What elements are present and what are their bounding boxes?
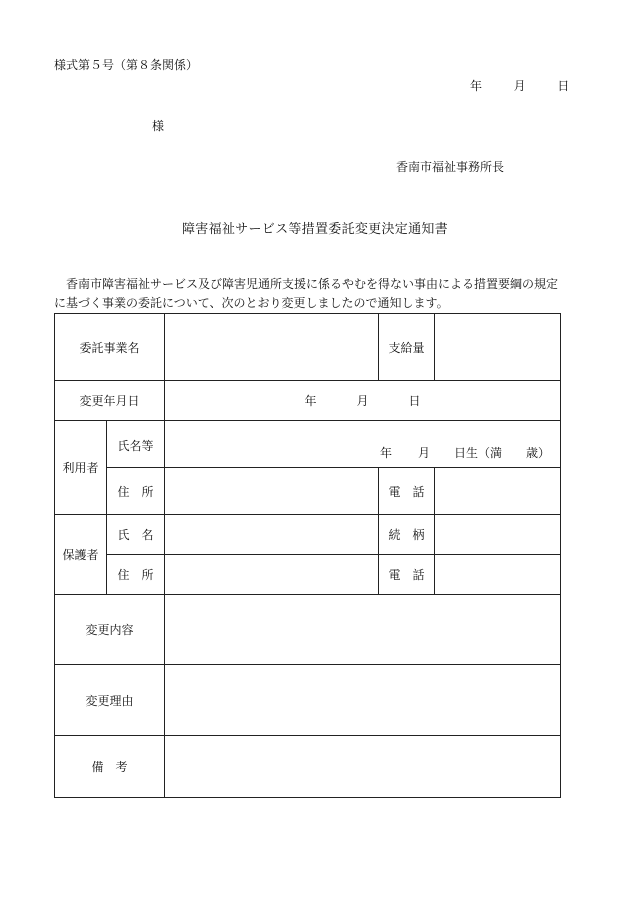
date-month-label: 月	[513, 79, 526, 93]
entrusted-business-value[interactable]	[165, 314, 379, 381]
user-name-value[interactable]	[165, 421, 561, 468]
birth-age-label: 歳）	[526, 446, 551, 460]
change-content-value[interactable]	[165, 595, 561, 665]
form-number: 様式第５号（第８条関係）	[54, 58, 199, 72]
user-group-label: 利用者	[55, 421, 107, 515]
birth-month-label: 月	[417, 446, 430, 460]
user-address-label: 住 所	[107, 468, 165, 515]
remarks-value[interactable]	[165, 736, 561, 798]
change-reason-value[interactable]	[165, 665, 561, 736]
guardian-name-label: 氏 名	[107, 515, 165, 555]
birth-day-label: 日生（満	[453, 446, 502, 460]
change-date-month: 月	[356, 394, 369, 408]
document-title: 障害福祉サービス等措置委託変更決定通知書	[181, 222, 448, 237]
notice-form-table	[54, 313, 561, 798]
guardian-address-label: 住 所	[107, 555, 165, 595]
guardian-group-label: 保護者	[55, 515, 107, 595]
guardian-relation-label: 続 柄	[379, 515, 435, 555]
entrusted-business-label: 委託事業名	[55, 314, 165, 381]
guardian-name-value[interactable]	[165, 515, 379, 555]
user-name-label: 氏名等	[107, 421, 165, 468]
change-content-label: 変更内容	[55, 595, 165, 665]
notice-body	[54, 275, 574, 313]
remarks-label: 備 考	[55, 736, 165, 798]
user-birthdate	[380, 444, 550, 461]
guardian-phone-value[interactable]	[435, 555, 561, 595]
supply-amount-value[interactable]	[435, 314, 561, 381]
change-date-label: 変更年月日	[55, 381, 165, 421]
change-date-value[interactable]	[165, 381, 561, 421]
date-year-label: 年	[470, 79, 483, 93]
issuer-name: 香南市福祉事務所長	[396, 160, 505, 174]
user-phone-value[interactable]	[435, 468, 561, 515]
change-date-year: 年	[304, 394, 317, 408]
supply-amount-label: 支給量	[379, 314, 435, 381]
recipient-suffix: 様	[152, 119, 165, 133]
notice-body-line2: に基づく事業の委託について、次のとおり変更しましたので通知します。	[54, 296, 449, 310]
change-date-day: 日	[408, 394, 421, 408]
issue-date	[470, 77, 569, 94]
notice-body-line1: 香南市障害福祉サービス及び障害児通所支援に係るやむを得ない事由による措置要綱の規定	[66, 277, 559, 291]
guardian-phone-label: 電 話	[379, 555, 435, 595]
guardian-relation-value[interactable]	[435, 515, 561, 555]
user-address-value[interactable]	[165, 468, 379, 515]
guardian-address-value[interactable]	[165, 555, 379, 595]
birth-year-label: 年	[379, 446, 392, 460]
user-phone-label: 電 話	[379, 468, 435, 515]
date-day-label: 日	[557, 79, 570, 93]
change-reason-label: 変更理由	[55, 665, 165, 736]
